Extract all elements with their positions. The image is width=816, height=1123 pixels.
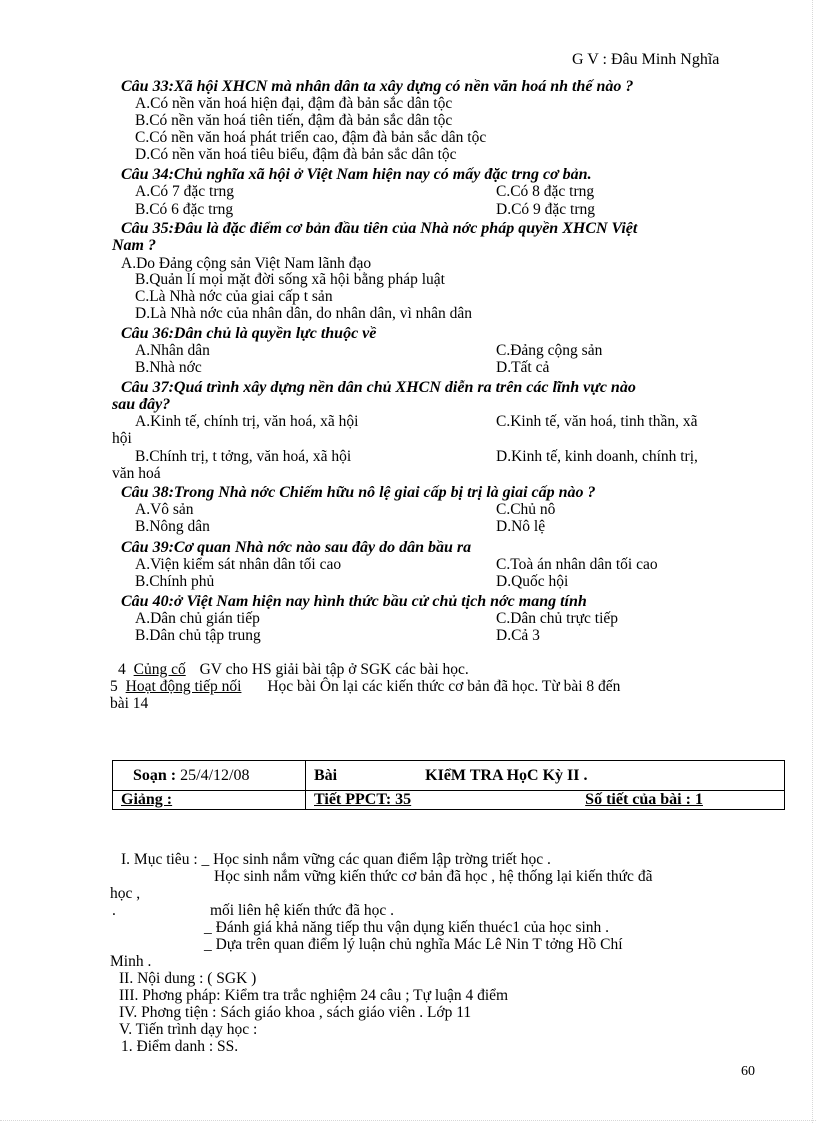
soan-label: Soạn : xyxy=(133,767,177,784)
q40-option-b: B.Dân chủ tập trung xyxy=(135,627,261,644)
bai-title: KIểM TRA HọC Kỳ II . xyxy=(425,767,588,784)
q37-option-b-cont: văn hoá xyxy=(112,465,161,482)
question-33: Câu 33:Xã hội XHCN mà nhân dân ta xây dựng có nền văn hoá nh thế nào ? xyxy=(121,78,634,95)
q34-option-c: C.Có 8 đặc trng xyxy=(496,183,595,200)
q33-option-b: B.Có nền văn hoá tiên tiến, đậm đà bản sắc dân tộc xyxy=(135,112,453,129)
question-36: Câu 36:Dân chủ là quyền lực thuộc về xyxy=(121,325,377,342)
q33-option-d: D.Có nền văn hoá tiêu biểu, đậm đà bản sắc dân tộc xyxy=(135,146,457,163)
objectives-line-1: I. Mục tiêu : _ Học sinh nắm vững các quan điểm lập trờng triết học . xyxy=(121,851,551,868)
q39-option-b: B.Chính phủ xyxy=(135,573,215,590)
q33-option-c: C.Có nền văn hoá phát triển cao, đậm đà bản sắc dân tộc xyxy=(135,129,487,146)
soan-cell xyxy=(113,761,306,791)
means-line: IV. Phơng tiện : Sách giáo khoa , sách giáo viên . Lớp 11 xyxy=(119,1004,472,1021)
q35-option-d: D.Là Nhà nớc của nhân dân, do nhân dân, vì nhân dân xyxy=(135,305,473,322)
step-4-label: Củng cố xyxy=(133,661,186,678)
objectives-line-3: học , xyxy=(110,885,141,902)
q37-option-b: B.Chính trị, t tởng, văn hoá, xã hội xyxy=(135,448,352,465)
q37-option-a-cont: hội xyxy=(112,430,132,447)
question-37-cont: sau đây? xyxy=(112,396,171,413)
page-header-teacher: G V : Đâu Minh Nghĩa xyxy=(572,51,720,68)
step-5-text: Học bài Ôn lại các kiến thức cơ bản đã học. Từ bài 8 đến xyxy=(267,678,621,695)
q39-option-d: D.Quốc hội xyxy=(496,573,569,590)
q33-option-a: A.Có nền văn hoá hiện đại, đậm đà bản sắc dân tộc xyxy=(135,95,453,112)
soan-value: 25/4/12/08 xyxy=(180,767,250,784)
q35-option-a: A.Do Đảng cộng sản Việt Nam lãnh đạo xyxy=(121,255,372,272)
objectives-bullet: . xyxy=(112,902,116,919)
question-35-cont: Nam ? xyxy=(112,237,156,254)
bai-cell xyxy=(306,761,785,791)
q39-option-c: C.Toà án nhân dân tối cao xyxy=(496,556,658,573)
page-bottom-edge xyxy=(0,1120,816,1121)
q34-option-d: D.Có 9 đặc trng xyxy=(496,201,596,218)
q37-option-d: D.Kinh tế, kinh doanh, chính trị, xyxy=(496,448,698,465)
lesson-info-table xyxy=(112,760,785,810)
content-line: II. Nội dung : ( SGK ) xyxy=(119,970,257,987)
q36-option-b: B.Nhà nớc xyxy=(135,359,202,376)
q39-option-a: A.Viện kiểm sát nhân dân tối cao xyxy=(135,556,342,573)
question-37: Câu 37:Quá trình xây dựng nền dân chủ XHCN diễn ra trên các lĩnh vực nào xyxy=(121,379,636,396)
q38-option-b: B.Nông dân xyxy=(135,518,210,535)
question-35: Câu 35:Đâu là đặc điểm cơ bản đầu tiên của Nhà nớc pháp quyền XHCN Việt xyxy=(121,220,638,237)
objectives-line-6: _ Dựa trên quan điểm lý luận chủ nghĩa Mác Lê Nin T tởng Hồ Chí xyxy=(204,936,623,953)
tiet-cell xyxy=(306,791,785,810)
step-4 xyxy=(118,661,469,678)
page-number: 60 xyxy=(741,1064,755,1079)
page-right-edge xyxy=(812,0,813,1123)
step-5 xyxy=(110,678,620,695)
question-38: Câu 38:Trong Nhà nớc Chiếm hữu nô lệ giai cấp bị trị là giai cấp nào ? xyxy=(121,484,596,501)
question-34: Câu 34:Chủ nghĩa xã hội ở Việt Nam hiện nay có mấy đặc trng cơ bản. xyxy=(121,166,592,183)
q40-option-c: C.Dân chủ trực tiếp xyxy=(496,610,619,627)
q38-option-d: D.Nô lệ xyxy=(496,518,546,535)
sotiet-label: Số tiết của bài : 1 xyxy=(585,791,703,808)
q38-option-c: C.Chủ nô xyxy=(496,501,556,518)
attendance-line: 1. Điểm danh : SS. xyxy=(121,1038,239,1055)
q40-option-d: D.Cả 3 xyxy=(496,627,540,644)
q36-option-c: C.Đảng cộng sản xyxy=(496,342,603,359)
q36-option-d: D.Tất cả xyxy=(496,359,550,376)
step-5-label: Hoạt động tiếp nối xyxy=(125,678,242,695)
q36-option-a: A.Nhân dân xyxy=(135,342,210,359)
q38-option-a: A.Vô sản xyxy=(135,501,194,518)
step-5-number: 5 xyxy=(110,678,118,695)
giang-cell xyxy=(113,791,306,810)
giang-label: Giảng : xyxy=(121,791,173,808)
question-40: Câu 40:ở Việt Nam hiện nay hình thức bầu cử chủ tịch nớc mang tính xyxy=(121,593,587,610)
step-4-text: GV cho HS giải bài tập ở SGK các bài học. xyxy=(199,661,469,678)
step-4-number: 4 xyxy=(118,661,126,678)
objectives-line-4: mối liên hệ kiến thức đã học . xyxy=(210,902,395,919)
question-39: Câu 39:Cơ quan Nhà nớc nào sau đây do dân bầu ra xyxy=(121,539,472,556)
objectives-line-5: _ Đánh giá khả năng tiếp thu vận dụng kiến thuéc1 của học sinh . xyxy=(204,919,610,936)
objectives-line-2: Học sinh nắm vững kiến thức cơ bản đã học , hệ thống lại kiến thức đã xyxy=(214,868,653,885)
method-line: III. Phơng pháp: Kiểm tra trắc nghiệm 24 câu ; Tự luận 4 điểm xyxy=(119,987,509,1004)
q34-option-b: B.Có 6 đặc trng xyxy=(135,201,234,218)
q35-option-c: C.Là Nhà nớc của giai cấp t sản xyxy=(135,288,333,305)
bai-label: Bài xyxy=(314,767,338,784)
q37-option-a: A.Kinh tế, chính trị, văn hoá, xã hội xyxy=(135,413,359,430)
tiet-label: Tiết PPCT: 35 xyxy=(314,791,412,808)
objectives-line-7: Minh . xyxy=(110,953,152,970)
process-line: V. Tiến trình dạy học : xyxy=(119,1021,258,1038)
q34-option-a: A.Có 7 đặc trng xyxy=(135,183,235,200)
step-5-cont: bài 14 xyxy=(110,695,149,712)
q35-option-b: B.Quản lí mọi mặt đời sống xã hội bằng pháp luật xyxy=(135,271,445,288)
q40-option-a: A.Dân chủ gián tiếp xyxy=(135,610,260,627)
q37-option-c: C.Kinh tế, văn hoá, tinh thần, xã xyxy=(496,413,698,430)
